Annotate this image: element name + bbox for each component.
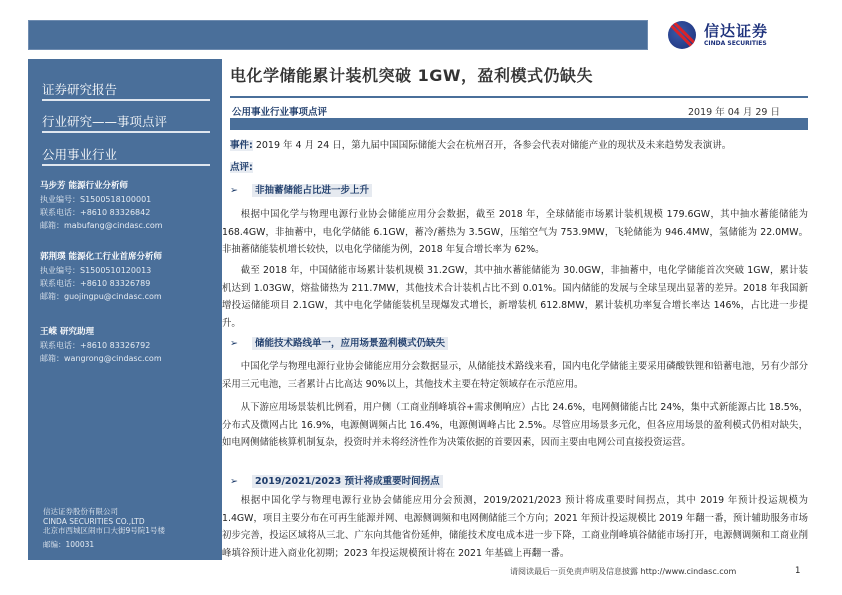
- sidebar-industry: 公用事业行业: [42, 144, 210, 166]
- analyst-phone: 联系电话：+8610 83326842: [40, 208, 151, 217]
- analyst-email[interactable]: 邮箱：wangrong@cindasc.com: [40, 354, 162, 363]
- logo-en-text: CINDA SECURITIES: [704, 39, 767, 47]
- footer-disclaimer[interactable]: 请阅读最后一页免责声明及信息披露 http://www.cindasc.com: [510, 567, 737, 576]
- analyst-phone: 联系电话：+8610 83326792: [40, 341, 151, 350]
- report-date: 2019 年 04 月 29 日: [688, 107, 780, 118]
- logo-cn-text: 信达证券: [704, 21, 769, 40]
- analyst-email[interactable]: 邮箱：mabufang@cindasc.com: [40, 221, 163, 230]
- sidebar: [28, 59, 222, 560]
- event-label: 事件:: [230, 140, 253, 151]
- paragraph: 根据中国化学与物理电源行业协会储能应用分会数据，截至 2018 年，全球储能市场累计装机规模 179.6GW，其中抽水蓄能储能为 168.4GW，非抽蓄中，电化学储能 6.1GW，蓄冷/蓄热为 3.5GW，压缩空气为 753.9MW，飞轮储能为 946.4MW，氢储能为 22.0MW。非抽蓄储能装机增长较快，以电化学储能为例，2018 年复合增长率为 62%。: [222, 209, 808, 255]
- report-subhead: 公用事业行业事项点评: [232, 107, 328, 118]
- cinda-logo-icon: [668, 21, 696, 49]
- analyst-id: 执业编号：S1500510120013: [40, 266, 152, 275]
- section-heading-1: ➢ 非抽蓄储能占比进一步上升: [230, 182, 372, 196]
- event-text: 2019 年 4 月 24 日，第九届中国国际储能大会在杭州召开，各参会代表对储能产业的现状及未来趋势发表演讲。: [255, 140, 732, 151]
- cinda-logo: [668, 19, 810, 51]
- analyst-id: 执业编号：S1500518100001: [40, 195, 152, 204]
- sidebar-report-type: 证券研究报告: [42, 79, 210, 101]
- analyst-phone: 联系电话：+8610 83326789: [40, 279, 151, 288]
- arrow-bullet-icon: ➢: [230, 338, 238, 349]
- title-divider: [230, 96, 808, 98]
- section-heading-2: ➢ 储能技术路线单一，应用场景盈利模式仍缺失: [230, 335, 448, 349]
- paragraph: 从下游应用场景装机比例看，用户侧（工商业削峰填谷+需求侧响应）占比 24.6%，电网侧储能占比 24%，集中式新能源占比 18.5%，分布式及微网占比 16.9%，电源侧调频占比 16.4%，电源侧调峰占比 2.5%。尽管应用场景多元化，但各应用场景的盈利模式仍相对缺失，如电网侧储能核算机制复杂，投资时并未将经济性作为决策依据的首要因素，因而主要由电网公司直接投资运营。: [222, 402, 808, 448]
- analyst-3: [40, 326, 162, 365]
- header-banner: [28, 20, 648, 50]
- company-address: 北京市西城区闹市口大街9号院1号楼: [43, 526, 166, 535]
- company-postcode: 邮编：100031: [43, 539, 95, 549]
- analyst-name: 郭荆璞 能源化工行业首席分析师: [40, 252, 162, 262]
- paragraph: 根据中国化学与物理电源行业协会储能应用分会预测，2019/2021/2023 预计将成重要时间拐点，其中 2019 年预计投运规模为 1.4GW，项目主要分布在可再生能源并网、电源侧调频和电网侧储能三个方向；2021 年预计投运规模比 2019 年翻一番，预计辅助服务市场初步完善，投运区域将从三北、广东向其他省份延伸，储能技术度电成本进一步下降，工商业削峰填谷储能市场打开，电源侧调频和工商业削峰填谷预计进入商业化初期；2023 年投运规模预计将在 2021 年基础上再翻一番。: [222, 495, 808, 559]
- company-name-en: CINDA SECURITIES CO.,LTD: [43, 516, 145, 526]
- arrow-bullet-icon: ➢: [230, 185, 238, 196]
- comment-label: 点评:: [230, 162, 253, 173]
- comment-label-wrap: [230, 159, 253, 173]
- analyst-email[interactable]: 邮箱：guojingpu@cindasc.com: [40, 292, 162, 301]
- paragraph: 中国化学与物理电源行业协会储能应用分会数据显示，从储能技术路线来看，国内电化学储能主要采用磷酸铁锂和铅蓄电池，另有少部分采用三元电池，三者累计占比高达 90%以上，其他技术主要在特定领域存在示范应用。: [222, 361, 808, 390]
- analyst-2: [40, 251, 162, 303]
- analyst-name: 王嵘 研究助理: [40, 327, 94, 337]
- company-name-cn: 信达证券股份有限公司: [43, 507, 118, 516]
- page-number: 1: [795, 566, 801, 576]
- section-heading-3: ➢ 2019/2021/2023 预计将成重要时间拐点: [230, 473, 443, 487]
- sidebar-research-type: 行业研究——事项点评: [42, 111, 210, 133]
- analyst-1: [40, 180, 163, 232]
- event-line: [230, 137, 731, 151]
- report-title: 电化学储能累计装机突破 1GW，盈利模式仍缺失: [230, 66, 593, 85]
- paragraph: 截至 2018 年，中国储能市场累计装机规模 31.2GW，其中抽水蓄能储能为 30.0GW，非抽蓄中，电化学储能首次突破 1GW，累计装机达到 1.03GW，熔盐储热为 211.7MW，其他技术合计装机占比不到 0.01%。国内储能的发展与全球呈现出显著的差异。2018 年我国新增投运储能项目 2.1GW，其中电化学储能装机呈现爆发式增长，新增装机 612.8MW，累计装机功率复合增长率达 146%，占比进一步提升。: [222, 265, 808, 329]
- subhead-bar: [230, 118, 808, 130]
- analyst-name: 马步芳 能源行业分析师: [40, 181, 128, 191]
- arrow-bullet-icon: ➢: [230, 476, 238, 487]
- company-info: [43, 507, 165, 549]
